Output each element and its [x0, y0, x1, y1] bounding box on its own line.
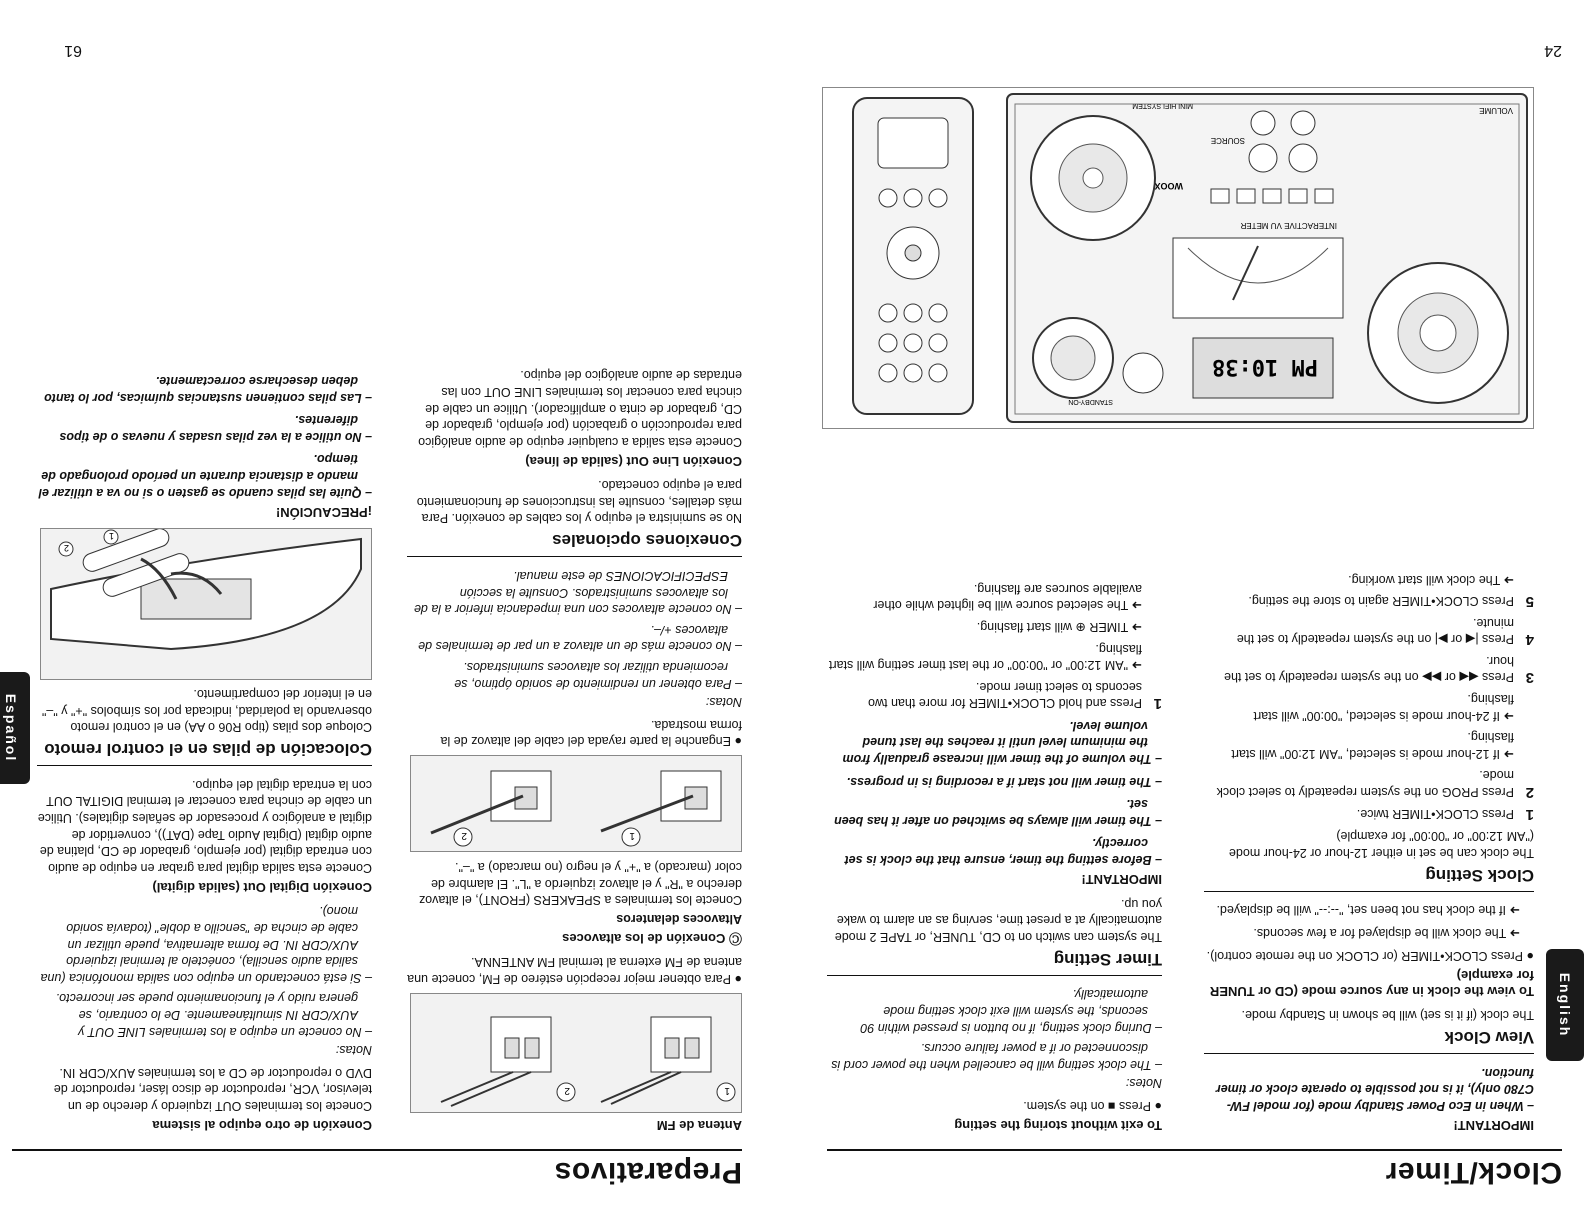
- step: 4 Press |◀ or ▶| on the system repeatedly to set the minute.: [1236, 615, 1534, 649]
- timer-text: The system can switch on to CD, TUNER, or TAPE 2 mode automatically at a preset time, serving as an alarm to wake you up.: [834, 896, 1162, 944]
- line-out-heading: Conexión Line Out (salida de línea): [525, 453, 742, 469]
- title-rule: [827, 1149, 1562, 1151]
- spanish-page: [3, 0, 742, 1229]
- step: ➜ The selected source will be lighted while other available sources are flashing.: [873, 581, 1142, 613]
- callout-number: 1: [629, 830, 635, 842]
- important-item: – Before setting the timer, ensure that the clock is set correctly.: [844, 836, 1162, 868]
- english-column-1: [1204, 566, 1534, 1133]
- callout-number: 1: [108, 530, 114, 541]
- clock-setting-heading: Clock Setting: [1204, 865, 1534, 892]
- spanish-column-1: [407, 361, 742, 1133]
- standby-label: STANDBY-ON: [1068, 398, 1113, 405]
- step: 1 Press CLOCK•TIMER twice.: [1356, 805, 1534, 823]
- timer-heading: Timer Setting: [827, 949, 1162, 976]
- wox-label: WOOX: [1154, 181, 1183, 191]
- fm-bullet: ● Para obtener mejor recepción estéreo de FM, conecte una antena de FM externa al terminal FM ANTENNA.: [407, 955, 742, 986]
- caution-item: – No utilice a la vez pilas usadas y nuevas o de tipos diferentes.: [59, 413, 372, 444]
- view-step-arrow: ➜ If the clock has not been set, "--:--" will be displayed.: [1216, 903, 1520, 918]
- step: 3 Press ◀◀ or ▶▶ on the system repeatedly to set the hour.: [1224, 653, 1534, 687]
- speaker-wire-figure: [410, 755, 742, 852]
- hifi-system-figure: [822, 87, 1534, 429]
- optional-connections-heading: Conexiones opcionales: [407, 531, 742, 558]
- english-column-2: [827, 575, 1162, 1133]
- step: ➜ TIMER ⊕ will start flashing.: [976, 619, 1142, 634]
- language-tab: Español: [0, 672, 30, 784]
- note: – No conecte un equipo a los terminales LINE OUT y AUX/CDR IN simultáneamente. De lo contrario, se genera ruido y el funcionamiento puede ser incorrecto.: [55, 991, 372, 1039]
- step: 2 Press PROG on the system repeatedly to select clock mode.: [1216, 768, 1534, 802]
- vu-label: INTERACTIVE VU METER: [1240, 221, 1337, 230]
- page-title: Preparativos: [554, 1156, 742, 1189]
- caution-item: – Quite las pilas cuando se gasten o si no va a utilizar el mando a distancia durante un período prolongado de tiempo.: [38, 452, 372, 500]
- caution-item: – Las pilas contienen sustancias químicas, por lo tanto deben desecharse correctamente.: [44, 373, 372, 405]
- note: – Para obtener un rendimiento de sonido óptimo, se recomienda utilizar los altavoces suministrados.: [454, 660, 742, 691]
- callout-number: 2: [461, 830, 467, 842]
- view-clock-heading: View Clock: [1204, 1027, 1534, 1054]
- page-number: 61: [64, 42, 82, 59]
- note: – Si está conectando un equipo con salida monofónica (una salida audio sencilla), conéctelo al terminal izquierdo AUX/CDR IN. De forma alternativa, puede utilizar un cable de cincha de "sencillo a doble" (todavía sonido mono).: [40, 904, 372, 985]
- digital-out-text: Conecte esta salida digital para grabar en equipo de audio con entrada digital (por ejemplo, grabador de CD, platina de audio digital (Digital Audio Tape (DAT)), convertidor de digital a analógico y procesador de señales digitales). Utilice un cable de cincha para conectar el terminal DIGITAL OUT con la entrada digital del equipo.: [37, 777, 372, 875]
- speaker-heading: Ⓒ Conexión de los altavoces: [562, 930, 742, 946]
- spanish-column-2: [37, 366, 372, 1133]
- callout-number: 2: [63, 542, 69, 553]
- note: – During clock setting, if no button is pressed within 90 seconds, the system will exit clock setting mode automatically.: [860, 987, 1162, 1035]
- digital-out-heading: Conexión Digital Out (salida digital): [152, 879, 372, 895]
- step: ➜ If 12-hour mode is selected, "AM 12:00" will start flashing.: [1231, 730, 1514, 761]
- title-rule: [12, 1149, 742, 1151]
- battery-illustration: [41, 529, 371, 679]
- notes-label: Notes:: [1125, 1076, 1162, 1091]
- exit-text: ● Press ■ on the system.: [1023, 1099, 1162, 1113]
- other-equipment-heading: Conexión de otro equipo al sistema: [152, 1118, 372, 1133]
- speaker-bullet: ● Enganche la parte rayada del cable del altavoz de la forma mostrada.: [440, 717, 742, 749]
- clock-setting-text: The clock can be set in either 12-hour or 24-hour mode ("AM 12:00" or "00:00" for example): [1228, 829, 1534, 860]
- view-step: ● Press CLOCK•TIMER (or CLOCK on the remote control).: [1206, 948, 1534, 963]
- hifi-illustration: [823, 88, 1533, 428]
- source-label: SOURCE: [1210, 136, 1245, 145]
- view-clock-text: The clock (if it is set) will be shown in Standby mode.: [1241, 1008, 1534, 1023]
- notes-label: Notas:: [705, 695, 742, 710]
- line-out-text: Conecte esta salida a cualquier equipo de audio analógico para reproducción o grabación (por ejemplo, grabador de CD, grabador de cinta o amplificador). Utilice un cable de cincha para conectar los terminales LINE OUT con las entradas de audio analógico del equipo.: [418, 368, 742, 449]
- display-readout: PM 10:38: [1212, 354, 1318, 379]
- important-item: – The timer will not start if a recording is in progress.: [846, 774, 1162, 789]
- important-item: – The volume of the timer will increase gradually from the minimum level until it reaches the last tuned volume level.: [842, 718, 1162, 767]
- english-page: [827, 0, 1573, 1229]
- other-equipment-text: Conecte los terminales OUT izquierdo y derecho de un televisor, VCR, reproductor de disco láser, reproductor de DVD o reproductor de CD a los terminales AUX/CDR IN.: [53, 1065, 372, 1113]
- language-tab: English: [1546, 949, 1584, 1061]
- fm-heading: Antena de FM: [656, 1118, 742, 1133]
- important-text: – When in Eco Power Standby mode (for model FW-C780 only), it is not possible to operate clock or timer function.: [1215, 1065, 1534, 1113]
- speaker-subheading: Altavoces delanteros: [616, 911, 742, 926]
- battery-heading: Colocación de pilas en el control remoto: [37, 739, 372, 766]
- note: – No conecte altavoces con una impedancia inferior a la de los altavoces suministrados. Consulte la sección ESPECIFICACIONES de este manual.: [414, 569, 742, 617]
- page-number: 24: [1544, 42, 1562, 59]
- callout-number: 2: [564, 1085, 570, 1096]
- important-label: IMPORTANT!: [1081, 872, 1162, 888]
- model-label: MINI HIFI SYSTEM: [1132, 102, 1193, 109]
- caution-label: ¡PRECAUCIÓN!: [275, 504, 372, 520]
- important-item: – The timer will always be switched on after it has been set.: [834, 797, 1162, 828]
- fm-antenna-figure: [410, 993, 742, 1113]
- fm-antenna-illustration: [411, 994, 741, 1112]
- exit-heading: To exit without storing the setting: [954, 1118, 1162, 1133]
- page-title: Clock/Timer: [1385, 1156, 1562, 1189]
- step: ➜ "AM 12:00" or "00:00" or the last timer setting will start flashing.: [828, 641, 1142, 673]
- step: 1 Press and hold CLOCK•TIMER for more than two seconds to select timer mode.: [868, 679, 1162, 713]
- step: ➜ The clock will start working.: [1348, 572, 1514, 587]
- step: ➜ If 24-hour mode is selected, "00:00" will start flashing.: [1253, 692, 1514, 723]
- battery-figure: [40, 528, 372, 680]
- battery-text: Coloque dos pilas (tipo R06 o AA) en el control remoto observando la polaridad, indicada por los símbolos "+" y "–" en el interior del compartimento.: [41, 687, 372, 735]
- view-any-source-heading: To view the clock in any source mode (CD or TUNER for example): [1209, 967, 1534, 999]
- speaker-text: Conecte los terminales a SPEAKERS (FRONT), el altavoz derecho a "R" y el altavoz izquierdo a "L". El alambre de color (marcado) a "+" y el negro (no marcado) a "–".: [418, 860, 742, 908]
- note: – The clock setting will be cancelled when the power cord is disconnected or if a power failure occurs.: [831, 1041, 1162, 1072]
- notes-label: Notas:: [335, 1043, 372, 1058]
- view-step-arrow: ➜ The clock will be displayed for a few seconds.: [1253, 926, 1520, 941]
- step: 5 Press CLOCK•TIMER again to store the setting.: [1248, 593, 1534, 611]
- important-label: IMPORTANT!: [1453, 1118, 1534, 1133]
- callout-number: 1: [724, 1085, 730, 1096]
- volume-label: VOLUME: [1479, 106, 1513, 115]
- speaker-wire-illustration: [411, 756, 741, 851]
- optional-connections-text: No se suministra el equipo y los cables de conexión. Para más detalles, consulte las instrucciones de funcionamiento para el equipo conectado.: [416, 478, 742, 526]
- note: – No conecte más de un altavoz a un par de terminales de altavoces +/–.: [418, 622, 742, 654]
